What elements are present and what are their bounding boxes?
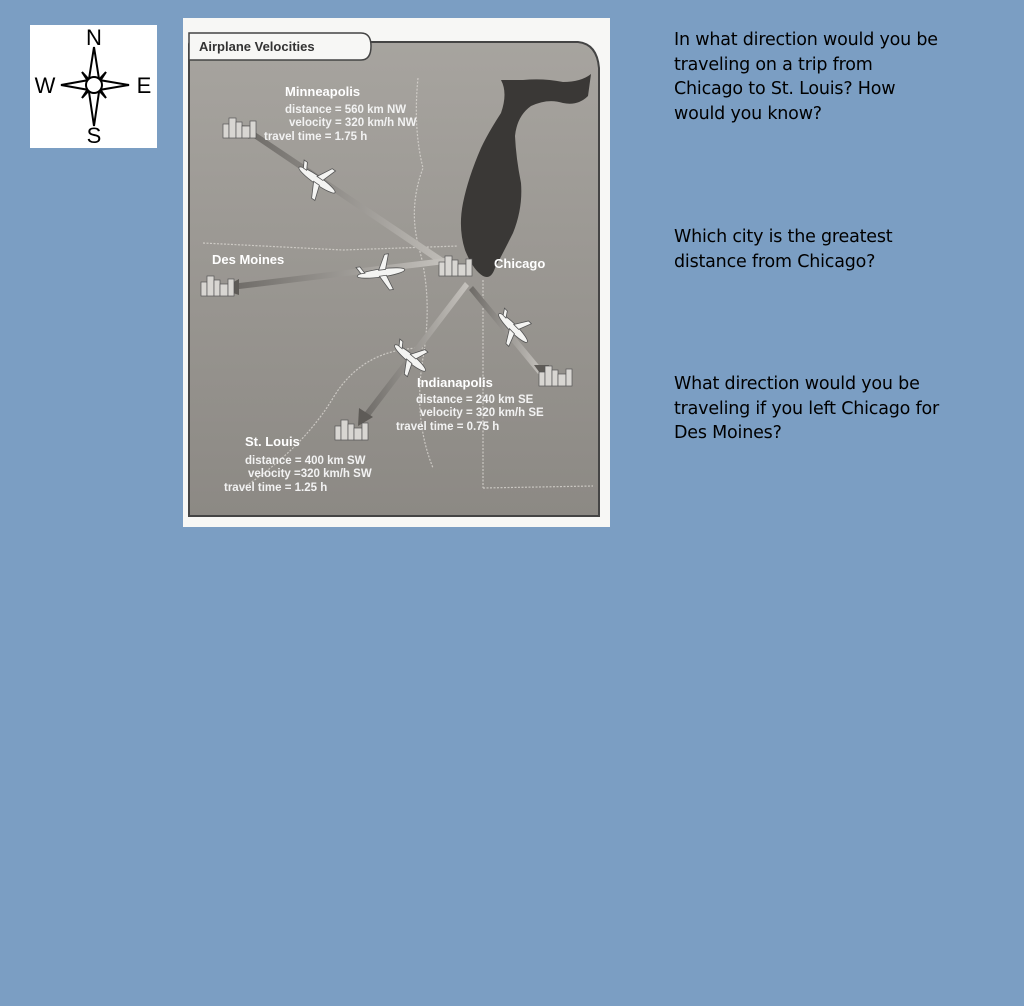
- minneapolis-velocity: velocity = 320 km/h NW: [289, 117, 417, 129]
- st-louis-name: St. Louis: [245, 434, 300, 449]
- compass-west: W: [34, 73, 56, 98]
- compass-rose: [30, 25, 157, 148]
- minneapolis-name: Minneapolis: [285, 84, 361, 99]
- st-louis-velocity: velocity =320 km/h SW: [248, 468, 372, 480]
- minneapolis-time: travel time = 1.75 h: [264, 131, 368, 143]
- question-3: What direction would you be traveling if you left Chicago for Des Moines?: [674, 374, 939, 443]
- airplane-velocities-map: [183, 18, 610, 527]
- indianapolis-time: travel time = 0.75 h: [396, 421, 500, 433]
- des-moines-name: Des Moines: [212, 252, 285, 267]
- question-1: In what direction would you be traveling on a trip from Chicago to St. Louis? How would you know?: [674, 30, 938, 124]
- st-louis-time: travel time = 1.25 h: [224, 482, 328, 494]
- map-title: Airplane Velocities: [199, 39, 315, 54]
- question-2: Which city is the greatest distance from Chicago?: [674, 227, 893, 272]
- compass-north: N: [86, 25, 102, 50]
- chicago-name: Chicago: [494, 256, 546, 271]
- st-louis-distance: distance = 400 km SW: [245, 455, 366, 467]
- map-illustration: [183, 18, 610, 527]
- compass-east: E: [136, 73, 152, 98]
- indianapolis-name: Indianapolis: [417, 375, 493, 390]
- indianapolis-distance: distance = 240 km SE: [416, 394, 534, 406]
- indianapolis-velocity: velocity = 320 km/h SE: [420, 407, 544, 419]
- compass-south: S: [86, 123, 102, 148]
- minneapolis-distance: distance = 560 km NW: [285, 104, 407, 116]
- compass-rose-icon: [30, 25, 157, 148]
